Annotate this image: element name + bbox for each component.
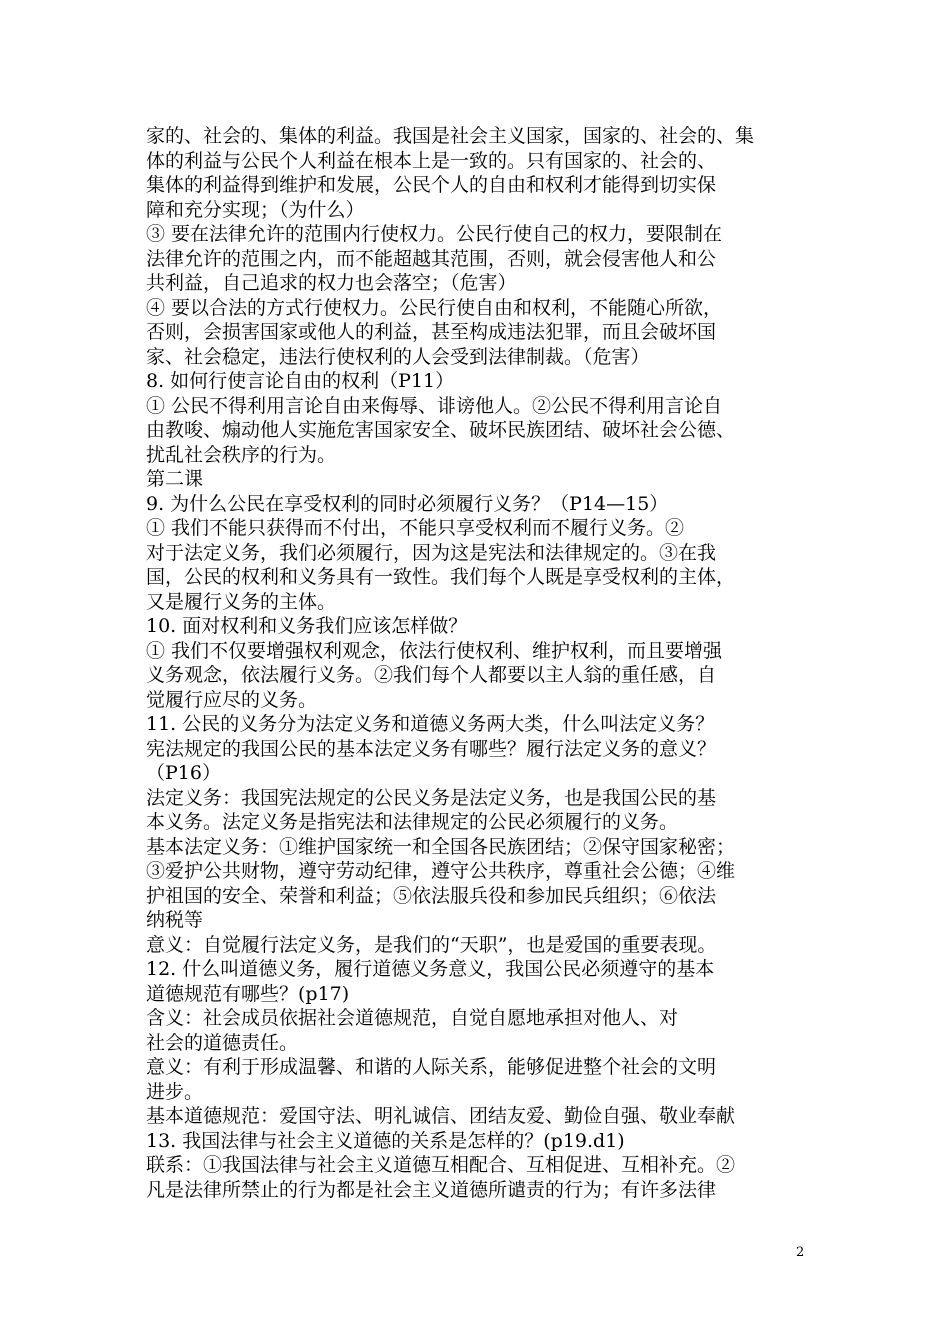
text-line: 护祖国的安全、荣誉和利益；⑤依法服兵役和参加民兵组织；⑥依法 <box>146 884 717 907</box>
question-heading: 道德规范有哪些？(p17) <box>146 982 350 1005</box>
text-line: 国，公民的权利和义务具有一致性。我们每个人既是享受权利的主体， <box>146 566 736 588</box>
text-line: ④ 要以合法的方式行使权力。公民行使自由和权利，不能随心所欲， <box>146 296 723 319</box>
text-line: ① 我们不仅要增强权利观念，依法行使权利、维护权利，而且要增强 <box>146 639 723 662</box>
text-line: 社会的道德责任。 <box>146 1031 299 1054</box>
page-number: 2 <box>796 1245 805 1260</box>
text-line: 觉履行应尽的义务。 <box>146 688 318 711</box>
text-line: 对于法定义务，我们必须履行，因为这是宪法和法律规定的。③在我 <box>146 541 717 564</box>
text-line: 体的利益与公民个人利益在根本上是一致的。只有国家的、社会的、 <box>146 149 717 172</box>
text-line: 共利益，自己追求的权力也会落空；（危害） <box>146 272 517 294</box>
question-heading: 9. 为什么公民在享受权利的同时必须履行义务？（P14—15） <box>146 492 669 515</box>
body-text <box>146 124 818 1202</box>
text-line: 家、社会稳定，违法行使权利的人会受到法律制裁。（危害） <box>146 345 650 368</box>
text-line: 集体的利益得到维护和发展，公民个人的自由和权利才能得到切实保 <box>146 174 717 196</box>
text-line: 本义务。法定义务是指宪法和法律规定的公民必须履行的义务。 <box>146 811 679 833</box>
text-line: ① 我们不能只获得而不付出，不能只享受权利而不履行义务。② <box>146 517 685 539</box>
text-line: 又是履行义务的主体。 <box>146 590 337 613</box>
section-heading: 第二课 <box>146 468 204 490</box>
text-line: 扰乱社会秩序的行为。 <box>146 443 337 466</box>
text-line: ① 公民不得利用言论自由来侮辱、诽谤他人。②公民不得利用言论自 <box>146 394 723 417</box>
text-line: 联系：①我国法律与社会主义道德互相配合、互相促进、互相补充。② <box>146 1154 736 1176</box>
question-heading: 8. 如何行使言论自由的权利（P11） <box>146 370 455 392</box>
text-line: 否则，会损害国家或他人的利益，甚至构成违法犯罪，而且会破坏国 <box>146 321 717 343</box>
question-heading: 13. 我国法律与社会主义道德的关系是怎样的？(p19.d1) <box>146 1129 625 1152</box>
text-line: 由教唆、煽动他人实施危害国家安全、破坏民族团结、破坏社会公德、 <box>146 419 736 441</box>
text-line: 基本法定义务：①维护国家统一和全国各民族团结；②保守国家秘密； <box>146 835 736 858</box>
text-line: 法律允许的范围之内，而不能超越其范围，否则，就会侵害他人和公 <box>146 247 717 270</box>
text-line: 含义：社会成员依据社会道德规范，自觉自愿地承担对他人、对 <box>146 1007 679 1029</box>
question-heading: 10. 面对权利和义务我们应该怎样做？ <box>146 615 468 637</box>
text-line: 纳税等 <box>146 909 204 931</box>
question-heading: 12. 什么叫道德义务，履行道德义务意义，我国公民必须遵守的基本 <box>146 958 715 980</box>
text-line: 家的、社会的、集体的利益。我国是社会主义国家，国家的、社会的、集 <box>146 125 755 147</box>
question-heading: 11. 公民的义务分为法定义务和道德义务两大类，什么叫法定义务？ <box>146 713 715 735</box>
text-line: 意义：自觉履行法定义务，是我们的“天职”，也是爱国的重要表现。 <box>146 933 717 956</box>
text-line: 义务观念，依法履行义务。②我们每个人都要以主人翁的重任感，自 <box>146 664 717 686</box>
text-line: 凡是法律所禁止的行为都是社会主义道德所谴责的行为；有许多法律 <box>146 1178 717 1201</box>
text-line: 意义：有利于形成温馨、和谐的人际关系，能够促进整个社会的文明 <box>146 1056 717 1078</box>
text-line: 障和充分实现；（为什么） <box>146 198 365 221</box>
text-line: 进步。 <box>146 1080 204 1103</box>
question-heading: 宪法规定的我国公民的基本法定义务有哪些？履行法定义务的意义？ <box>146 737 717 760</box>
text-line: ③爱护公共财物，遵守劳动纪律，遵守公共秩序，尊重社会公德；④维 <box>146 860 736 882</box>
text-line: ③ 要在法律允许的范围内行使权力。公民行使自己的权力，要限制在 <box>146 223 723 245</box>
text-line: 基本道德规范：爱国守法、明礼诚信、团结友爱、勤俭自强、敬业奉献 <box>146 1105 736 1127</box>
question-heading: （P16） <box>146 762 221 784</box>
text-line: 法定义务：我国宪法规定的公民义务是法定义务，也是我国公民的基 <box>146 786 717 809</box>
